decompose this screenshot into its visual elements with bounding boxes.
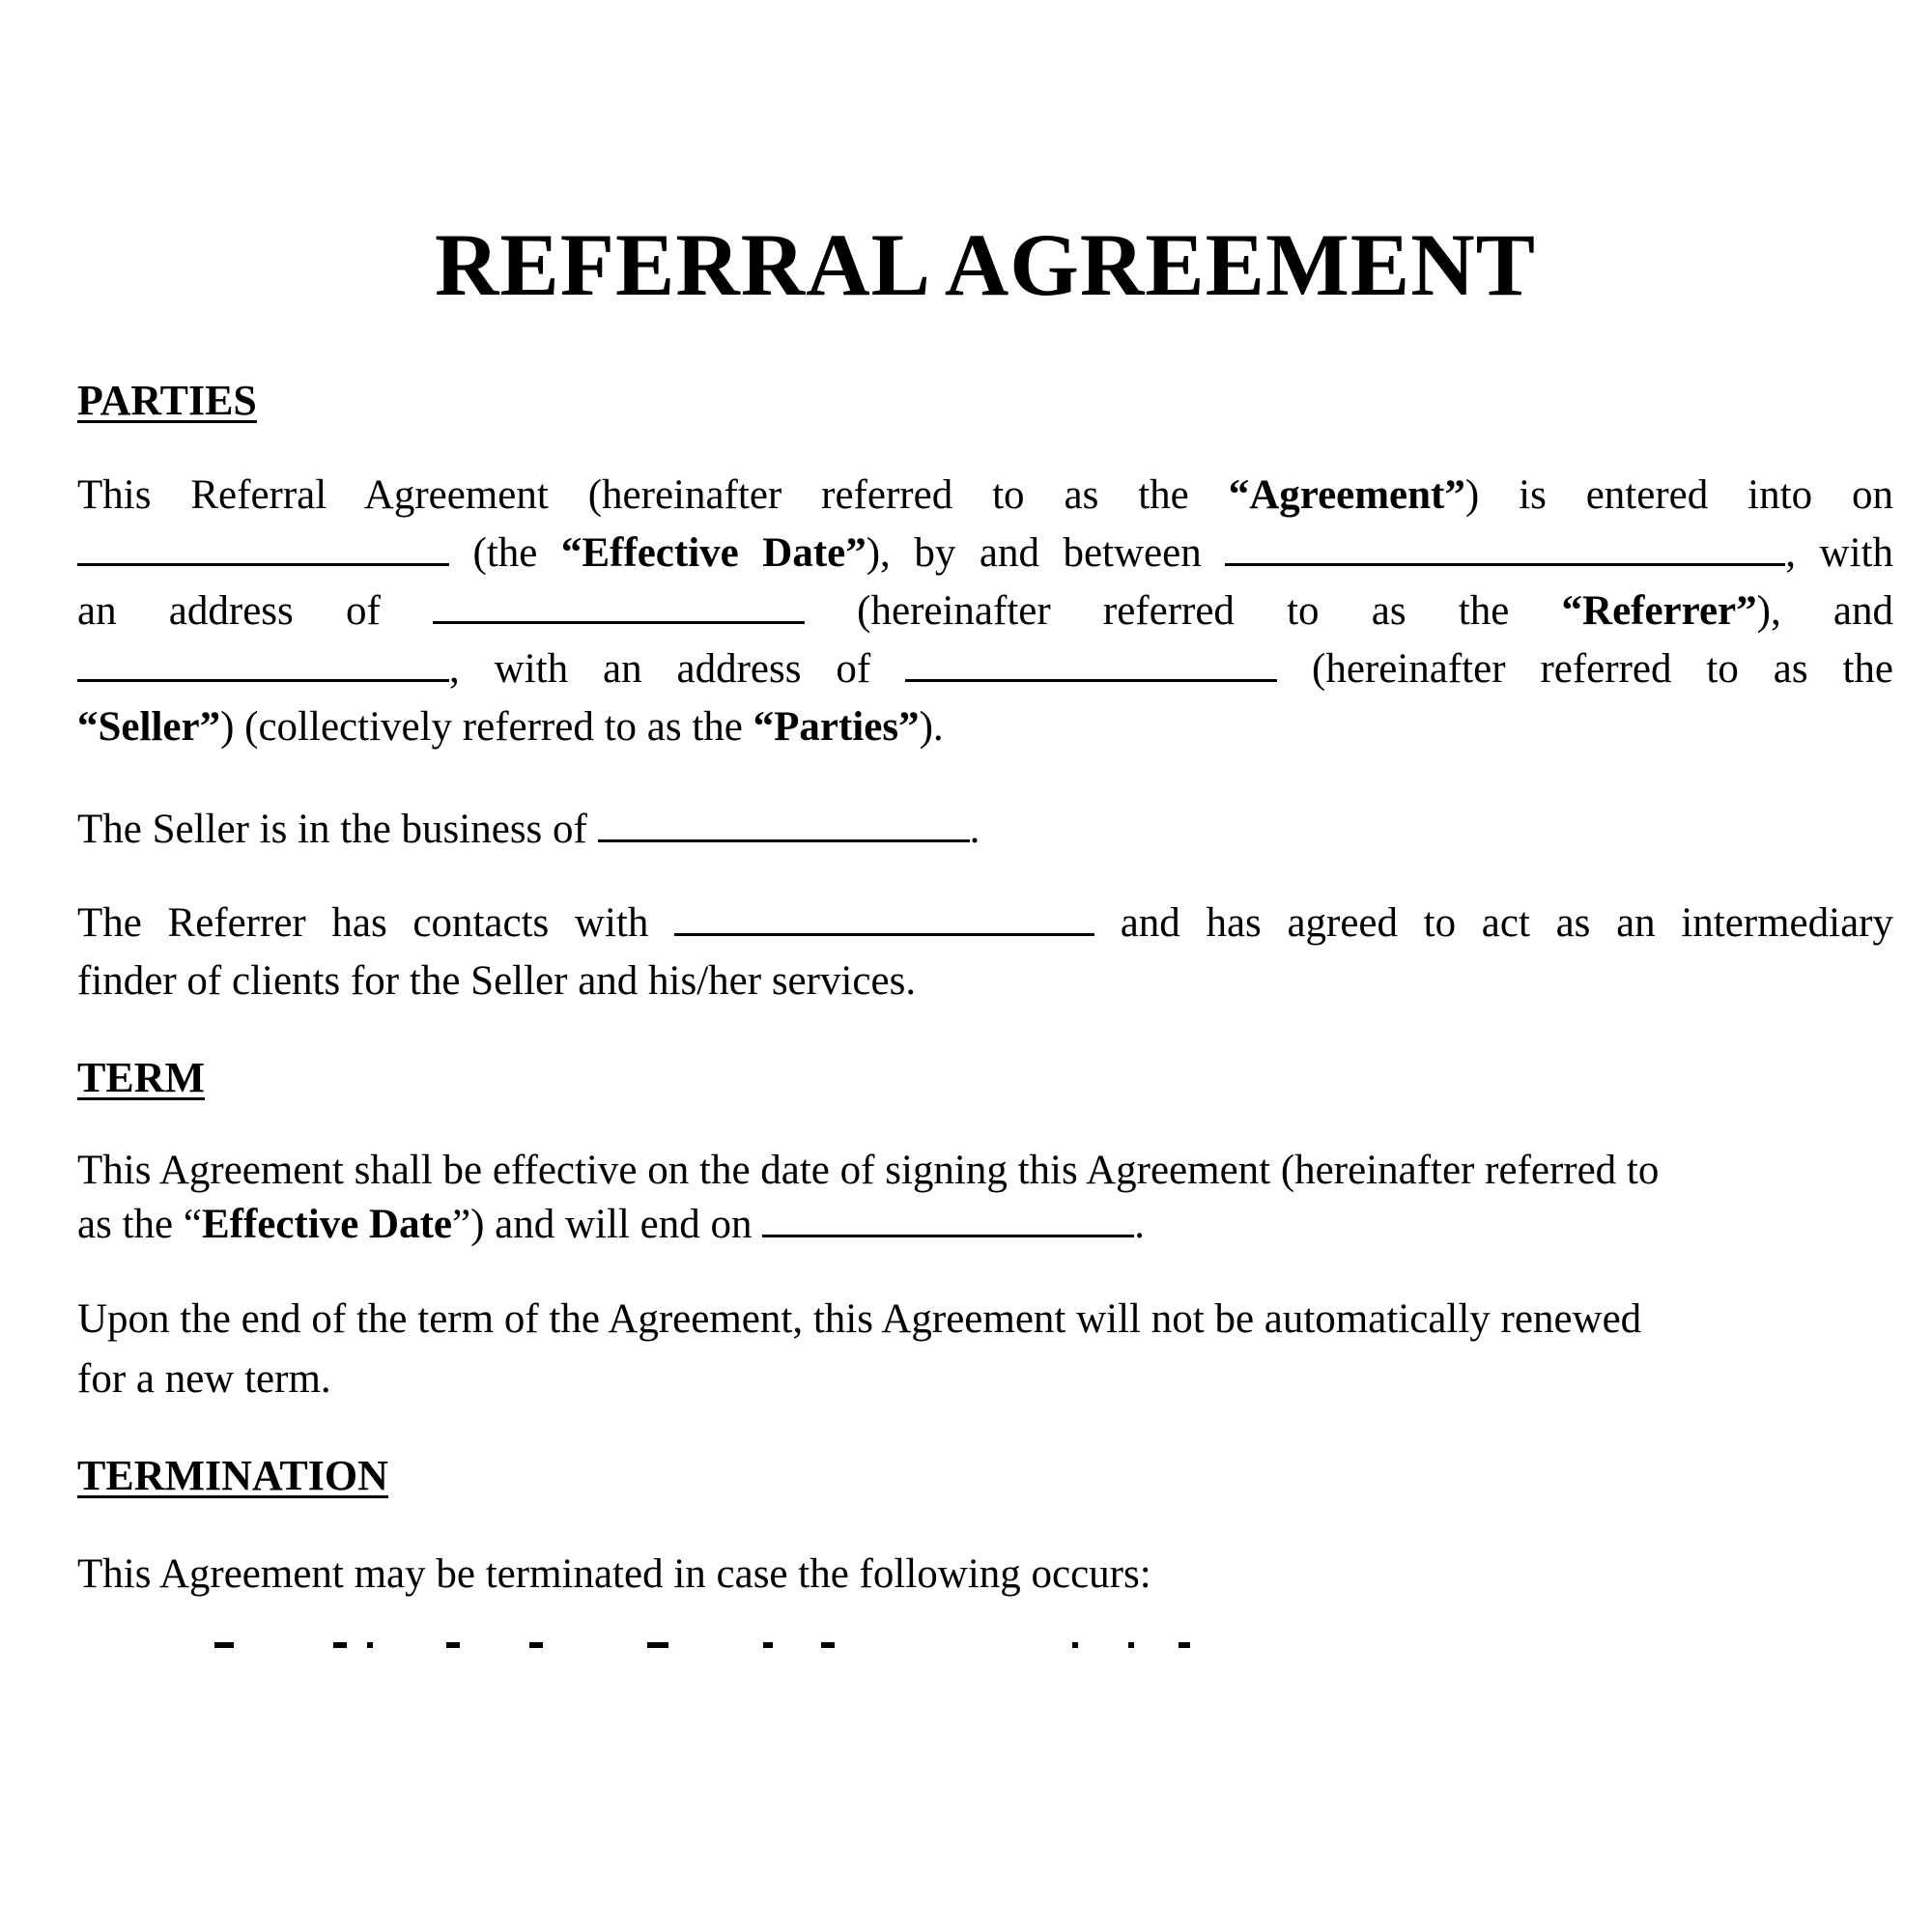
defined-term-effective-date: “Effective Date”	[560, 530, 867, 576]
blank-seller-address	[905, 646, 1277, 682]
text-segment: , with	[1785, 530, 1893, 576]
blank-referrer-address	[433, 588, 805, 624]
text-segment: ”) and will end on	[452, 1202, 763, 1247]
termination-paragraph	[77, 1546, 1893, 1604]
text-segment: an address of	[77, 588, 433, 634]
text-segment: The Referrer has contacts with	[77, 900, 675, 946]
defined-term-referrer: “Referrer”	[1561, 588, 1757, 634]
term-line-2	[77, 1198, 1893, 1252]
parties-line-3	[77, 582, 1893, 640]
termination-line-1: This Agreement may be terminated in case the following occurs:	[77, 1551, 1151, 1597]
defined-term-effective-date: Effective Date	[201, 1202, 452, 1247]
defined-term-parties: “Parties”	[753, 704, 920, 750]
section-heading-term: TERM	[77, 1054, 205, 1101]
section-heading-parties: PARTIES	[77, 377, 257, 424]
text-segment: ).	[919, 704, 944, 750]
parties-line-5	[77, 698, 1893, 756]
parties-line-2	[77, 525, 1893, 582]
parties-line-1	[77, 467, 1893, 525]
blank-seller-name	[77, 646, 449, 682]
text-segment: as the “	[77, 1202, 202, 1247]
blank-referrer-name	[1225, 530, 1785, 566]
document-page	[77, 0, 1893, 1932]
parties-paragraph	[77, 467, 1893, 756]
renewal-line-1: Upon the end of the term of the Agreement, this Agreement will not be automatically renewed	[77, 1296, 1642, 1342]
renewal-paragraph	[77, 1290, 1893, 1409]
document-title: REFERRAL AGREEMENT	[434, 215, 1537, 314]
text-segment: (hereinafter referred to as the	[1277, 646, 1893, 692]
text-segment: ) (collectively referred to as the	[220, 704, 753, 750]
text-segment: ), and	[1756, 588, 1893, 634]
defined-term-agreement: “Agreement”	[1228, 472, 1465, 518]
referrer-contacts-line-1	[77, 895, 1893, 952]
seller-business-paragraph	[77, 801, 1893, 859]
text-segment: ), by and between	[866, 530, 1226, 576]
text-segment: (the	[449, 530, 561, 576]
blank-effective-date	[77, 530, 449, 566]
section-heading-termination: TERMINATION	[77, 1452, 388, 1499]
text-segment: , with an address of	[449, 646, 906, 692]
term-line-1: This Agreement shall be effective on the date of signing this Agreement (hereinafter referred to	[77, 1148, 1660, 1193]
text-segment: ) is entered into on	[1464, 472, 1893, 518]
renewal-line-2: for a new term.	[77, 1356, 331, 1402]
referrer-contacts-line-2: finder of clients for the Seller and his/her services.	[77, 958, 917, 1004]
text-segment: .	[1134, 1202, 1145, 1247]
blank-referrer-contacts	[674, 900, 1094, 936]
text-segment: (hereinafter referred to as the	[804, 588, 1562, 634]
referrer-contacts-paragraph	[77, 895, 1893, 1010]
defined-term-seller: “Seller”	[77, 704, 221, 750]
text-segment: .	[969, 807, 980, 852]
text-segment: The Seller is in the business of	[77, 807, 598, 852]
term-paragraph	[77, 1144, 1893, 1252]
seller-business-line	[77, 801, 1893, 859]
text-segment: This Referral Agreement (hereinafter referred to as the	[77, 472, 1229, 518]
blank-end-date	[762, 1202, 1134, 1237]
blank-seller-business	[598, 807, 970, 842]
parties-line-4	[77, 640, 1893, 698]
cropped-text-fragment	[77, 1642, 1893, 1663]
text-segment: and has agreed to act as an intermediary	[1094, 900, 1893, 946]
